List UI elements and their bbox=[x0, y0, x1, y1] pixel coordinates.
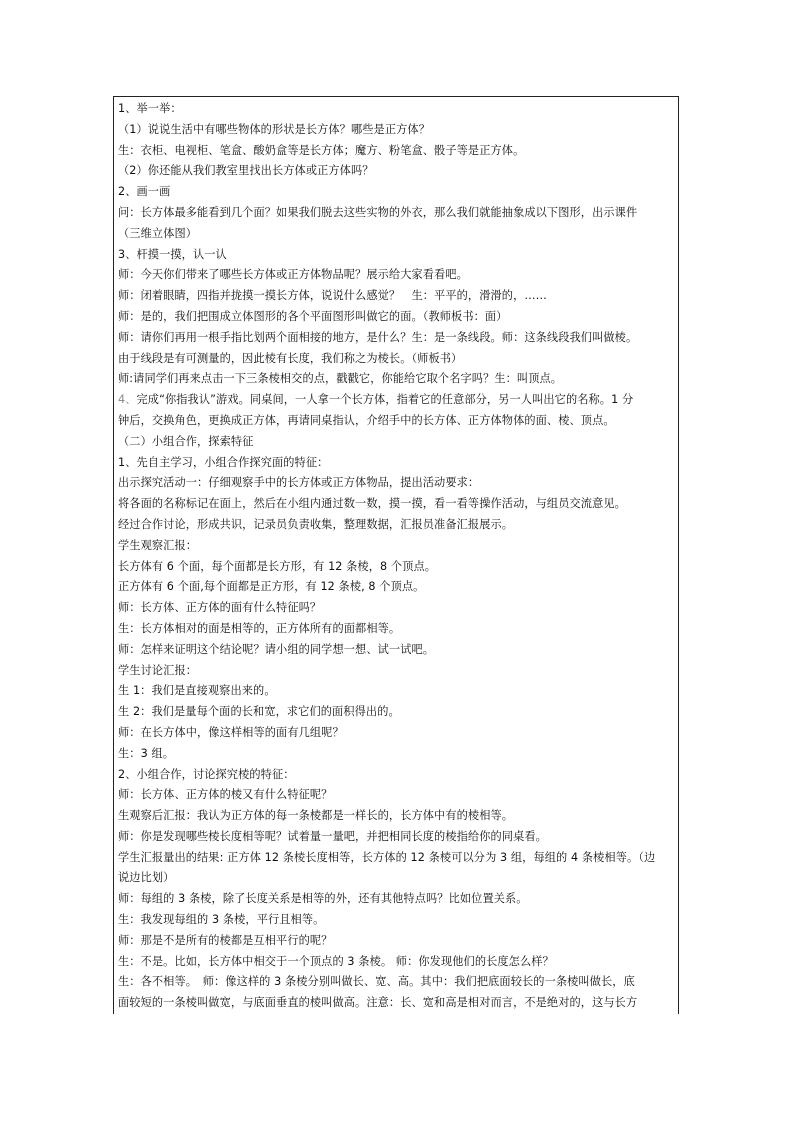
text-line: 师：长方体、正方体的面有什么特征吗？ bbox=[118, 601, 322, 615]
text-line: （1）说说生活中有哪些物体的形状是长方体？哪些是正方体？ bbox=[118, 122, 430, 136]
text-line: 生：我发现每组的 3 条棱，平行且相等。 bbox=[118, 913, 325, 927]
list-number: 4、 bbox=[118, 393, 137, 407]
text-line: 生：3 组。 bbox=[118, 746, 175, 760]
line-text: 完成“你指我认”游戏。同桌间，一人拿一个长方体，指着它的任意部分，另一人叫出它的名称。1 分 bbox=[136, 393, 634, 407]
text-line: （三维立体图） bbox=[118, 226, 198, 240]
text-line bbox=[118, 390, 676, 411]
text-line: 1、先自主学习，小组合作探究面的特征： bbox=[118, 455, 329, 469]
text-line: 将各面的名称标记在面上，然后在小组内通过数一数，摸一摸，看一看等操作活动，与组员交流意见。 bbox=[118, 497, 626, 511]
text-line: 师：长方体、正方体的棱又有什么特征呢？ bbox=[118, 788, 333, 802]
text-line: 生：各不相等。 师：像这样的 3 条棱分别叫做长、宽、高。其中：我们把底面较长的一条棱叫做长，底 bbox=[118, 975, 635, 989]
text-line: 生：长方体相对的面是相等的，正方体所有的面都相等。 bbox=[118, 621, 401, 635]
text-line: 生 1：我们是直接观察出来的。 bbox=[118, 684, 276, 698]
text-line: 1、举一举： bbox=[118, 102, 182, 115]
text-line: 师：那是不是所有的棱都是互相平行的呢？ bbox=[118, 933, 333, 947]
text-line: 师：请你们再用一根手指比划两个面相接的地方，是什么？生：是一条线段。师：这条线段我们叫做棱。 bbox=[118, 330, 638, 344]
text-line: 学生汇报量出的结果: 正方体 12 条棱长度相等，长方体的 12 条棱可以分为 3 组，每组的 4 条棱相等。（边 bbox=[118, 850, 656, 864]
text-line: 师：你是发现哪些棱长度相等呢？试着量一量吧，并把相同长度的棱指给你的同桌看。 bbox=[118, 829, 547, 843]
text-line: 师：怎样来证明这个结论呢？请小组的同学想一想、试一试吧。 bbox=[118, 642, 435, 656]
text-line: 生：衣柜、电视柜、笔盒、酸奶盒等是长方体；魔方、粉笔盒、骰子等是正方体。 bbox=[118, 143, 525, 157]
text-line: 师：今天你们带来了哪些长方体或正方体物品呢？展示给大家看看吧。 bbox=[118, 268, 468, 282]
text-line: 经过合作讨论，形成共识，记录员负责收集，整理数据，汇报员准备汇报展示。 bbox=[118, 517, 514, 531]
text-line: 生：不是。比如，长方体中相交于一个顶点的 3 条棱。 师：你发现他们的长度怎么样？ bbox=[118, 954, 554, 968]
text-line: 师：是的，我们把围成立体图形的各个平面图形叫做它的面。（教师板书：面） bbox=[118, 309, 508, 323]
text-line: 师：闭着眼睛，四指并拢摸一摸长方体，说说什么感觉？ 生：平平的，滑滑的，…… bbox=[118, 289, 547, 303]
text-line: 钟后，交换角色，更换成正方体，再请同桌指认，介绍手中的长方体、正方体物体的面、棱、顶点。 bbox=[118, 413, 615, 427]
text-line: 长方体有 6 个面，每个面都是长方形，有 12 条棱，8 个顶点。 bbox=[118, 559, 437, 573]
lesson-plan-content bbox=[118, 99, 676, 1014]
text-line: （2）你还能从我们教室里找出长方体或正方体吗？ bbox=[118, 164, 374, 178]
text-line: 生 2：我们是量每个面的长和宽，求它们的面积得出的。 bbox=[118, 705, 400, 719]
text-line: 生观察后汇报：我认为正方体的每一条棱都是一样长的，长方体中有的棱相等。 bbox=[118, 809, 514, 823]
text-line: （二）小组合作，探索特征 bbox=[118, 434, 254, 448]
text-line: 学生讨论汇报： bbox=[118, 663, 198, 677]
text-line: 3、杆摸一摸，认一认 bbox=[118, 247, 227, 261]
text-line: 出示探究活动一：仔细观察手中的长方体或正方体物品，提出活动要求： bbox=[118, 476, 480, 490]
text-line: 问：长方体最多能看到几个面？如果我们脱去这些实物的外衣，那么我们就能抽象成以下图形，出示课件 bbox=[118, 205, 638, 219]
text-line: 由于线段是有可测量的，因此棱有长度，我们称之为棱长。（师板书） bbox=[118, 351, 463, 365]
text-line: 面较短的一条棱叫做宽，与底面垂直的棱叫做高。注意：长、宽和高是相对而言，不是绝对的，这与长方 bbox=[118, 996, 638, 1010]
text-line: 师：每组的 3 条棱，除了长度关系是相等的外，还有其他特点吗？比如位置关系。 bbox=[118, 892, 528, 906]
text-line: 说边比划） bbox=[118, 871, 175, 885]
text-line: 正方体有 6 个面,每个面都是正方形，有 12 条棱, 8 个顶点。 bbox=[118, 580, 425, 594]
text-line: 师:请同学们再来点击一下三条棱相交的点，戳戳它，你能给它取个名字吗？生：叫顶点。 bbox=[118, 372, 563, 386]
text-line: 学生观察汇报： bbox=[118, 538, 198, 552]
text-line: 2、画一画 bbox=[118, 185, 171, 199]
text-line: 师：在长方体中，像这样相等的面有几组呢？ bbox=[118, 725, 344, 739]
text-line: 2、小组合作，讨论探究棱的特征： bbox=[118, 767, 295, 781]
